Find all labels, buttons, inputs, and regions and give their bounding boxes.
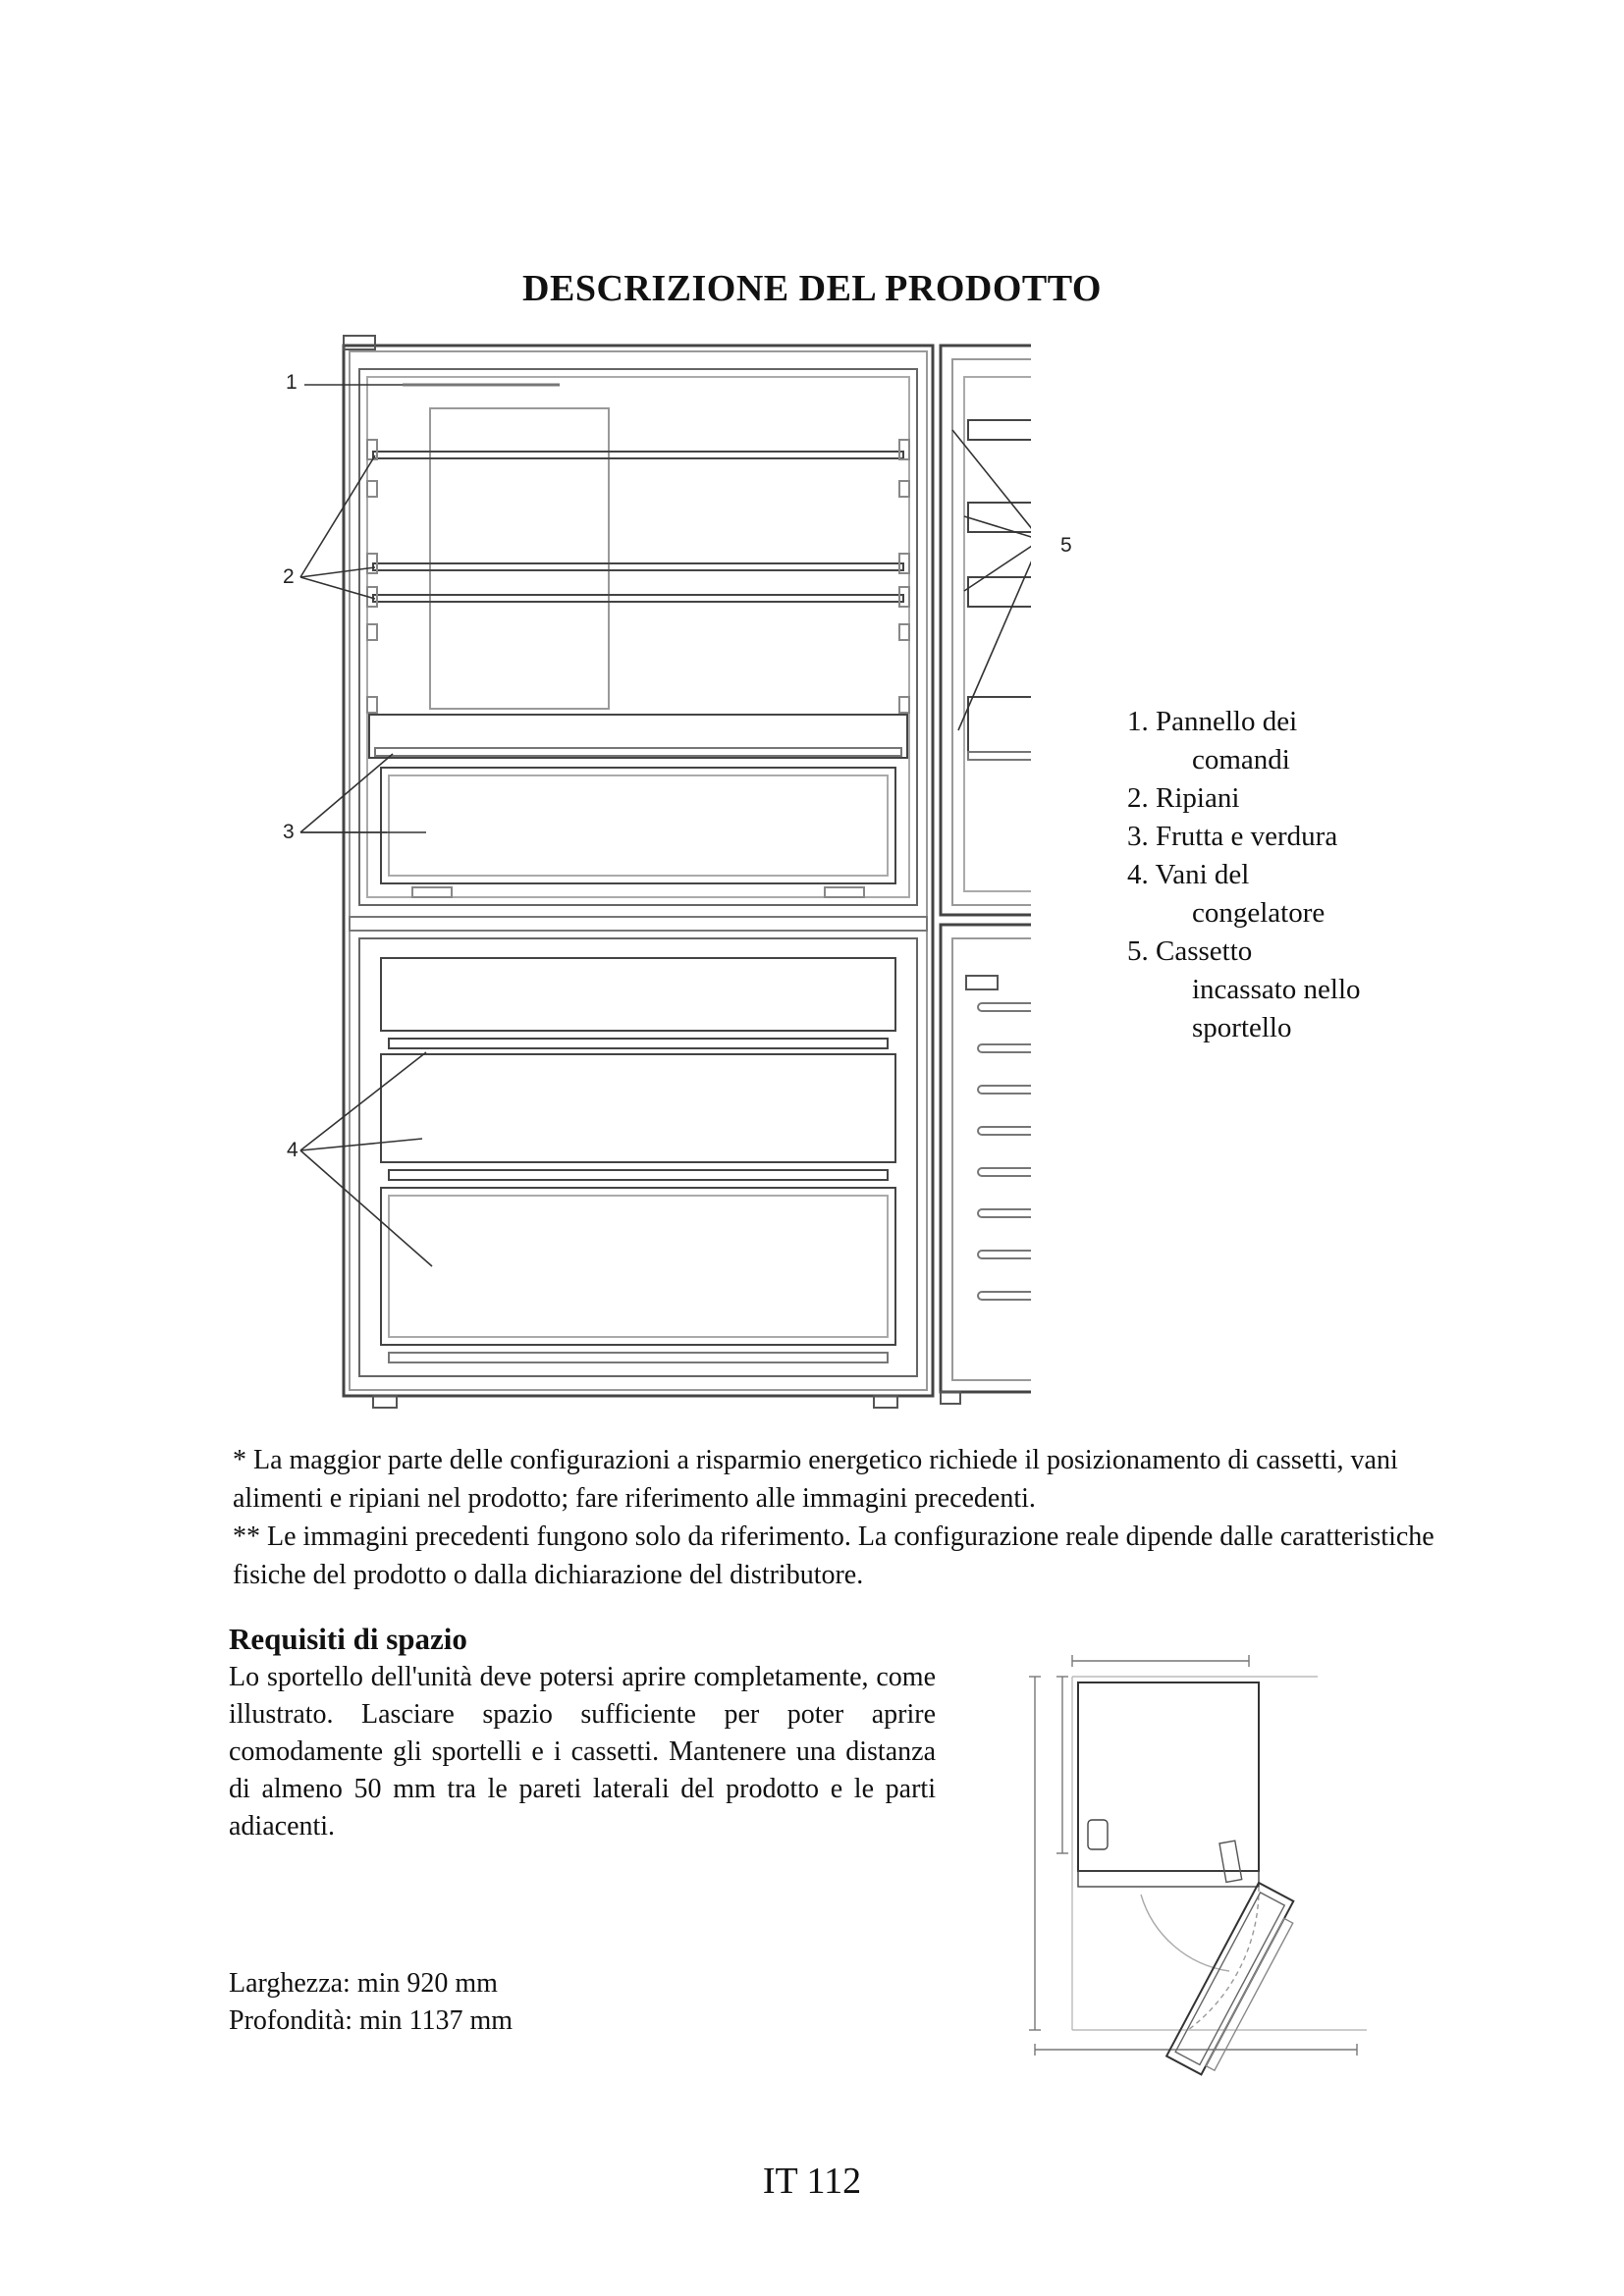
note-reference-only: ** Le immagini precedenti fungono solo da riferimento. La configurazione reale dipende dalle caratteristiche fisiche del prodotto o dalla dichiarazione del distributore. [233, 1522, 1435, 1590]
note-energy-saving: * La maggior parte delle configurazioni a risparmio energetico richiede il posizionamento di cassetti, vani alimenti e ripiani nel prodotto; fare riferimento alle immagini precedenti. [233, 1445, 1398, 1514]
legend-item: 3. Frutta e verdura [1127, 821, 1338, 852]
legend-item: 2. Ripiani [1127, 782, 1240, 814]
clearance-diagram [994, 1637, 1406, 2081]
width-requirement: Larghezza: min 920 mm [229, 1968, 498, 1999]
legend-item: 5. Cassetto incassato nello sportello [1127, 935, 1361, 1043]
space-requirements-text: Lo sportello dell'unità deve potersi aprire completamente, come illustrato. Lasciare spazio sufficiente per poter aprire comodamente gli sportelli e i cassetti. Mantenere una distanza di almeno 50 mm tra le pareti laterali del prodotto e le parti adiacenti. [229, 1662, 936, 1842]
minimum-dimensions [229, 1965, 513, 2040]
callout-2: 2 [283, 565, 295, 588]
callout-1: 1 [286, 371, 298, 394]
configuration-notes [233, 1441, 1440, 1594]
callout-4: 4 [287, 1139, 298, 1161]
fridge-diagram [265, 324, 1031, 1414]
legend-item: 1. Pannello dei comandi [1127, 706, 1298, 775]
space-requirements-heading: Requisiti di spazio [229, 1622, 467, 1656]
callout-5: 5 [1060, 534, 1072, 557]
page-number: IT 112 [762, 2161, 862, 2202]
page-title: DESCRIZIONE DEL PRODOTTO [522, 268, 1102, 309]
callout-3: 3 [283, 821, 295, 843]
parts-legend [1127, 703, 1441, 1047]
legend-item: 4. Vani del congelatore [1127, 859, 1326, 929]
depth-requirement: Profondità: min 1137 mm [229, 2005, 514, 2036]
